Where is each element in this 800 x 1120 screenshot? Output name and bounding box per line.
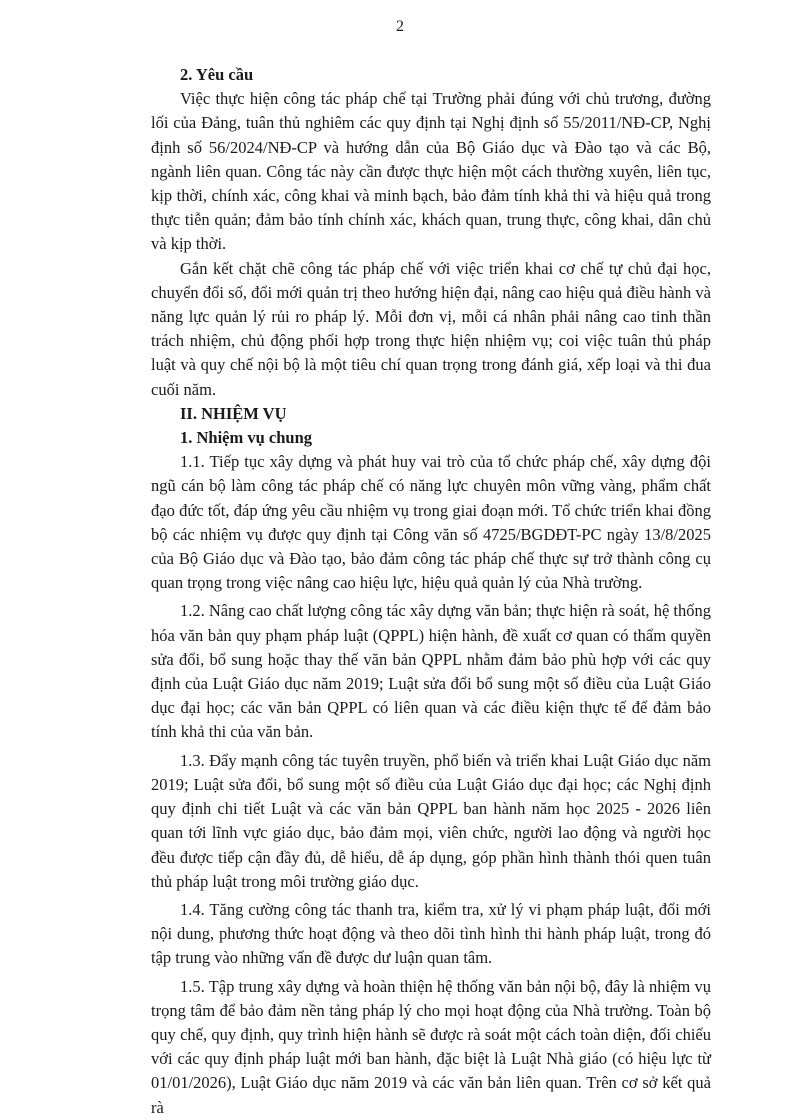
paragraph: Gắn kết chặt chẽ công tác pháp chế với việc triển khai cơ chế tự chủ đại học, chuyển đổi số, đổi mới quản trị theo hướng hiện đại, nâng cao hiệu quả điều hành và năng lực quản lý rủi ro pháp lý. Mỗi đơn vị, mỗi cá nhân phải nâng cao tinh thần trách nhiệm, chủ động phối hợp trong thực hiện nhiệm vụ; coi việc tuân thủ pháp luật và quy chế nội bộ là một tiêu chí quan trọng trong đánh giá, xếp loại và thi đua cuối năm.: [151, 258, 711, 399]
paragraph: 1.1. Tiếp tục xây dựng và phát huy vai trò của tổ chức pháp chế, xây dựng đội ngũ cán bộ làm công tác pháp chế có năng lực chuyên môn vững vàng, phẩm chất đạo đức tốt, đáp ứng yêu cầu nhiệm vụ trong giai đoạn mới. Tổ chức triển khai đồng bộ các nhiệm vụ được quy định tại Công văn số 4725/BGDĐT-PC ngày 13/8/2025 của Bộ Giáo dục và Đào tạo, bảo đảm công tác pháp chế thực sự trở thành công cụ quan trọng trong việc nâng cao hiệu lực, hiệu quả quản lý của Nhà trường.: [151, 452, 711, 593]
heading-requirements: 2. Yêu cầu: [180, 65, 254, 84]
paragraph: 1.3. Đẩy mạnh công tác tuyên truyền, phổ biến và triển khai Luật Giáo dục năm 2019; Luật sửa đổi, bổ sung một số điều của Luật Giáo dục đại học; các Nghị định quy định chi tiết Luật và các văn bản QPPL ban hành năm học 2025 - 2026 liên quan tới lĩnh vực giáo dục, bảo đảm mọi, viên chức, người lao động và người học đều được tiếp cận đầy đủ, dễ hiểu, dễ áp dụng, góp phần hình thành thói quen tuân thủ pháp luật trong môi trường giáo dục.: [151, 750, 711, 891]
paragraph: 1.4. Tăng cường công tác thanh tra, kiểm tra, xử lý vi phạm pháp luật, đổi mới nội dung, phương thức hoạt động và theo dõi tình hình thi hành pháp luật, trong đó tập trung vào những vấn đề được dư luận quan tâm.: [151, 899, 711, 968]
heading-general-tasks: 1. Nhiệm vụ chung: [180, 428, 313, 448]
paragraph: Việc thực hiện công tác pháp chế tại Trường phải đúng với chủ trương, đường lối của Đảng, tuân thủ nghiêm các quy định tại Nghị định số 55/2011/NĐ-CP, Nghị định số 56/2024/NĐ-CP và hướng dẫn của Bộ Giáo dục và Đào tạo và các Bộ, ngành liên quan. Công tác này cần được thực hiện một cách thường xuyên, liên tục, kịp thời, chính xác, công khai và minh bạch, bảo đảm tính khả thi và hiệu quả trong thực tiễn quản; đảm bảo tính chính xác, khách quan, trung thực, công khai, dân chủ và kịp thời.: [151, 89, 711, 254]
page-number: 2: [396, 18, 404, 35]
document-body: [151, 63, 711, 1120]
heading-tasks: II. NHIỆM VỤ: [180, 403, 287, 423]
paragraph: 1.2. Nâng cao chất lượng công tác xây dựng văn bản; thực hiện rà soát, hệ thống hóa văn bản quy phạm pháp luật (QPPL) hiện hành, đề xuất cơ quan có thẩm quyền sửa đổi, bổ sung hoặc thay thế văn bản QPPL nhằm đảm bảo phù hợp với các quy định của Luật Giáo dục năm 2019; Luật sửa đổi bổ sung một số điều của Luật Giáo dục đại học; các văn bản QPPL có liên quan và các điều kiện thực tế để đảm bảo tính khả thi của văn bản.: [151, 601, 711, 742]
paragraph: 1.5. Tập trung xây dựng và hoàn thiện hệ thống văn bản nội bộ, đây là nhiệm vụ trọng tâm để bảo đảm nền tảng pháp lý cho mọi hoạt động của Nhà trường. Toàn bộ quy chế, quy định, quy trình hiện hành sẽ được rà soát một cách toàn diện, đối chiếu với các quy định pháp luật mới ban hành, đặc biệt là Luật Nhà giáo (có hiệu lực từ 01/01/2026), Luật Giáo dục năm 2019 và các văn bản liên quan. Trên cơ sở kết quả rà: [151, 976, 711, 1117]
